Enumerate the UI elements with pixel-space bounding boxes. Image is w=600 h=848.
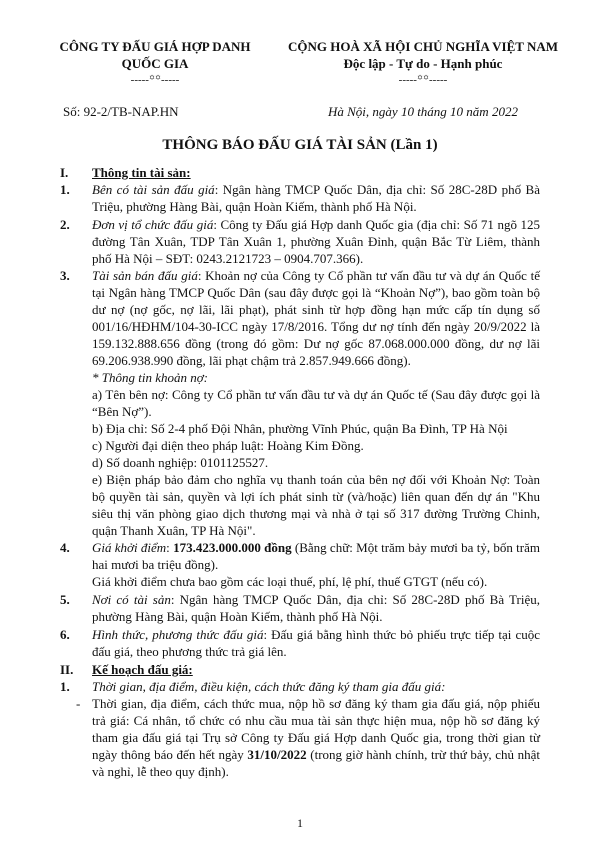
item-marker: 6.	[60, 627, 70, 642]
section-2-marker: II.	[60, 662, 74, 677]
deadline-date: 31/10/2022	[247, 747, 307, 762]
item-label: Hình thức, phương thức đấu giá	[92, 627, 264, 642]
debt-info-d: d) Số doanh nghiệp: 0101125527.	[92, 455, 269, 470]
document-number: Số: 92-2/TB-NAP.HN	[63, 104, 179, 119]
item-text: : Ngân hàng TMCP Quốc Dân, địa chỉ: Số 28C-28D phố Bà Triệu, phường Hàng Bài, quận Hoàn Kiếm, thành phố Hà Nội.	[92, 182, 540, 214]
item-text: (Bằng chữ: Một trăm bảy mươi ba tỷ, bốn trăm hai mươi ba triệu đồng).	[92, 540, 540, 572]
page-number: 1	[297, 816, 303, 830]
item-text: : Khoản nợ của Công ty Cổ phần tư vấn đầu tư và dự án Quốc tế tại Ngân hàng TMCP Quốc Dân (sau đây được gọi là “Khoản Nợ”), bao gồm toàn bộ dư nợ (nợ gốc, nợ lãi, lãi phạt), phát sinh từ hợp đồng hạn mức cấp tín dụng số 001/16/HĐHM/104-30-ICC ngày 17/8/2016. Tổng dư nợ tính đến ngày 20/9/2022 là 159.132.888.656 đồng (trong đó gồm: Dư nợ gốc 87.068.000.000 đồng, dư nợ lãi 69.206.938.990 đồng, lãi phạt chậm trả 2.857.949.666 đồng).	[92, 268, 541, 368]
item-body	[92, 591, 540, 625]
item-text: : Đấu giá bằng hình thức bỏ phiếu trực tiếp tại cuộc đấu giá, theo phương thức trả giá lên.	[92, 627, 540, 659]
debt-info-e: e) Biện pháp bảo đảm cho nghĩa vụ thanh toán của bên nợ đối với Khoản Nợ: Toàn bộ quyền tài sản, quyền và lợi ích phát sinh từ (và/hoặc) liên quan đến dự án "Khu siêu thị văn phòng giao dịch thương mại và nhà ở tại số 317 đường Trường Chinh, quận Thanh Xuân, TP Hà Nội".	[92, 472, 540, 538]
section-1-title: Thông tin tài sản:	[92, 165, 191, 180]
bullet-marker: -	[76, 696, 81, 711]
item-body	[92, 267, 540, 539]
item-body	[92, 695, 540, 780]
price-note: Giá khởi điểm chưa bao gồm các loại thuế, phí, lệ phí, thuế GTGT (nếu có).	[92, 574, 488, 589]
bullet-text: Thời gian, địa điểm, cách thức mua, nộp hồ sơ đăng ký tham gia đấu giá, nộp phiếu trả giá: Cá nhân, tổ chức có nhu cầu mua tài sản thực hiện mua, nộp hồ sơ đăng ký tham gia đấu giá tại Trụ sở Công ty Đấu giá Hợp danh Quốc gia, trong thời gian từ ngày thông báo đến hết ngày	[92, 696, 540, 762]
starting-price: 173.423.000.000 đồng	[173, 540, 292, 555]
section-1-marker: I.	[60, 165, 69, 180]
section-2-title: Kế hoạch đấu giá:	[92, 662, 193, 677]
ornament-divider-left: -----꙳꙳-----	[130, 74, 180, 86]
item-marker: 1.	[60, 182, 70, 197]
item-marker: 2.	[60, 217, 70, 232]
item-body	[92, 181, 540, 215]
debt-info-a: a) Tên bên nợ: Công ty Cổ phần tư vấn đầu tư và dự án Quốc tế (Sau đây được gọi là “Bên Nợ”).	[92, 387, 540, 419]
debt-info-b: b) Địa chỉ: Số 2-4 phố Đội Nhân, phường Vĩnh Phúc, quận Ba Đình, TP Hà Nội	[92, 421, 508, 436]
national-header	[268, 38, 578, 88]
item-label: Thời gian, địa điểm, điều kiện, cách thức đăng ký tham gia đấu giá:	[92, 679, 446, 694]
ornament-divider-right: -----꙳꙳-----	[398, 74, 448, 86]
item-text: : Ngân hàng TMCP Quốc Dân, địa chỉ: Số 28C-28D phố Bà Triệu, phường Hàng Bài, quận Hoàn Kiếm, thành phố Hà Nội.	[92, 592, 541, 624]
nation-title: CỘNG HOÀ XÃ HỘI CHỦ NGHĨA VIỆT NAM	[287, 39, 559, 54]
item-marker: 3.	[60, 268, 70, 283]
item-label: Đơn vị tổ chức đấu giá	[92, 217, 214, 232]
item-marker: 1.	[60, 679, 70, 694]
document-date: Hà Nội, ngày 10 tháng 10 năm 2022	[328, 104, 518, 119]
issuer-name-line1: CÔNG TY ĐẤU GIÁ HỢP DANH	[59, 39, 251, 54]
bullet-text-end: (trong giờ hành chính, trừ thứ bảy, chủ nhật và nghỉ, lễ theo quy định).	[92, 747, 540, 779]
item-marker: 5.	[60, 592, 70, 607]
item-text: : Công ty Đấu giá Hợp danh Quốc gia (địa chỉ: Số 71 ngõ 125 đường Tân Xuân, TDP Tân Xuân 1, phường Xuân Đỉnh, quận Bắc Từ Liêm, thành phố Hà Nội – SĐT: 0243.2121723 – 0904.707.366).	[92, 217, 540, 266]
issuer-name-line2: QUỐC GIA	[121, 56, 189, 71]
item-body	[92, 626, 540, 660]
debt-info-label: * Thông tin khoản nợ:	[92, 370, 208, 385]
debt-info-c: c) Người đại diện theo pháp luật: Hoàng Kim Đồng.	[92, 438, 364, 453]
item-marker: 4.	[60, 540, 70, 555]
item-body	[92, 216, 540, 267]
item-label: Bên có tài sản đấu giá	[92, 182, 215, 197]
national-motto: Độc lập - Tự do - Hạnh phúc	[343, 56, 503, 71]
item-label: Tài sản bán đấu giá	[92, 268, 198, 283]
page-title: THÔNG BÁO ĐẤU GIÁ TÀI SẢN (Lần 1)	[162, 137, 438, 153]
issuer-header	[40, 38, 270, 88]
item-label: Giá khởi điểm	[92, 540, 167, 555]
item-label: Nơi có tài sản	[92, 592, 171, 607]
item-body: Giá khởi điểm: 173.423.000.000 đồng (Bằng chữ: Một trăm bảy mươi ba tỷ, bốn trăm hai mươi ba triệu đồng). Giá khởi điểm chưa bao gồm các loại thuế, phí, lệ phí, thuế GTGT (nếu có).	[92, 540, 540, 589]
